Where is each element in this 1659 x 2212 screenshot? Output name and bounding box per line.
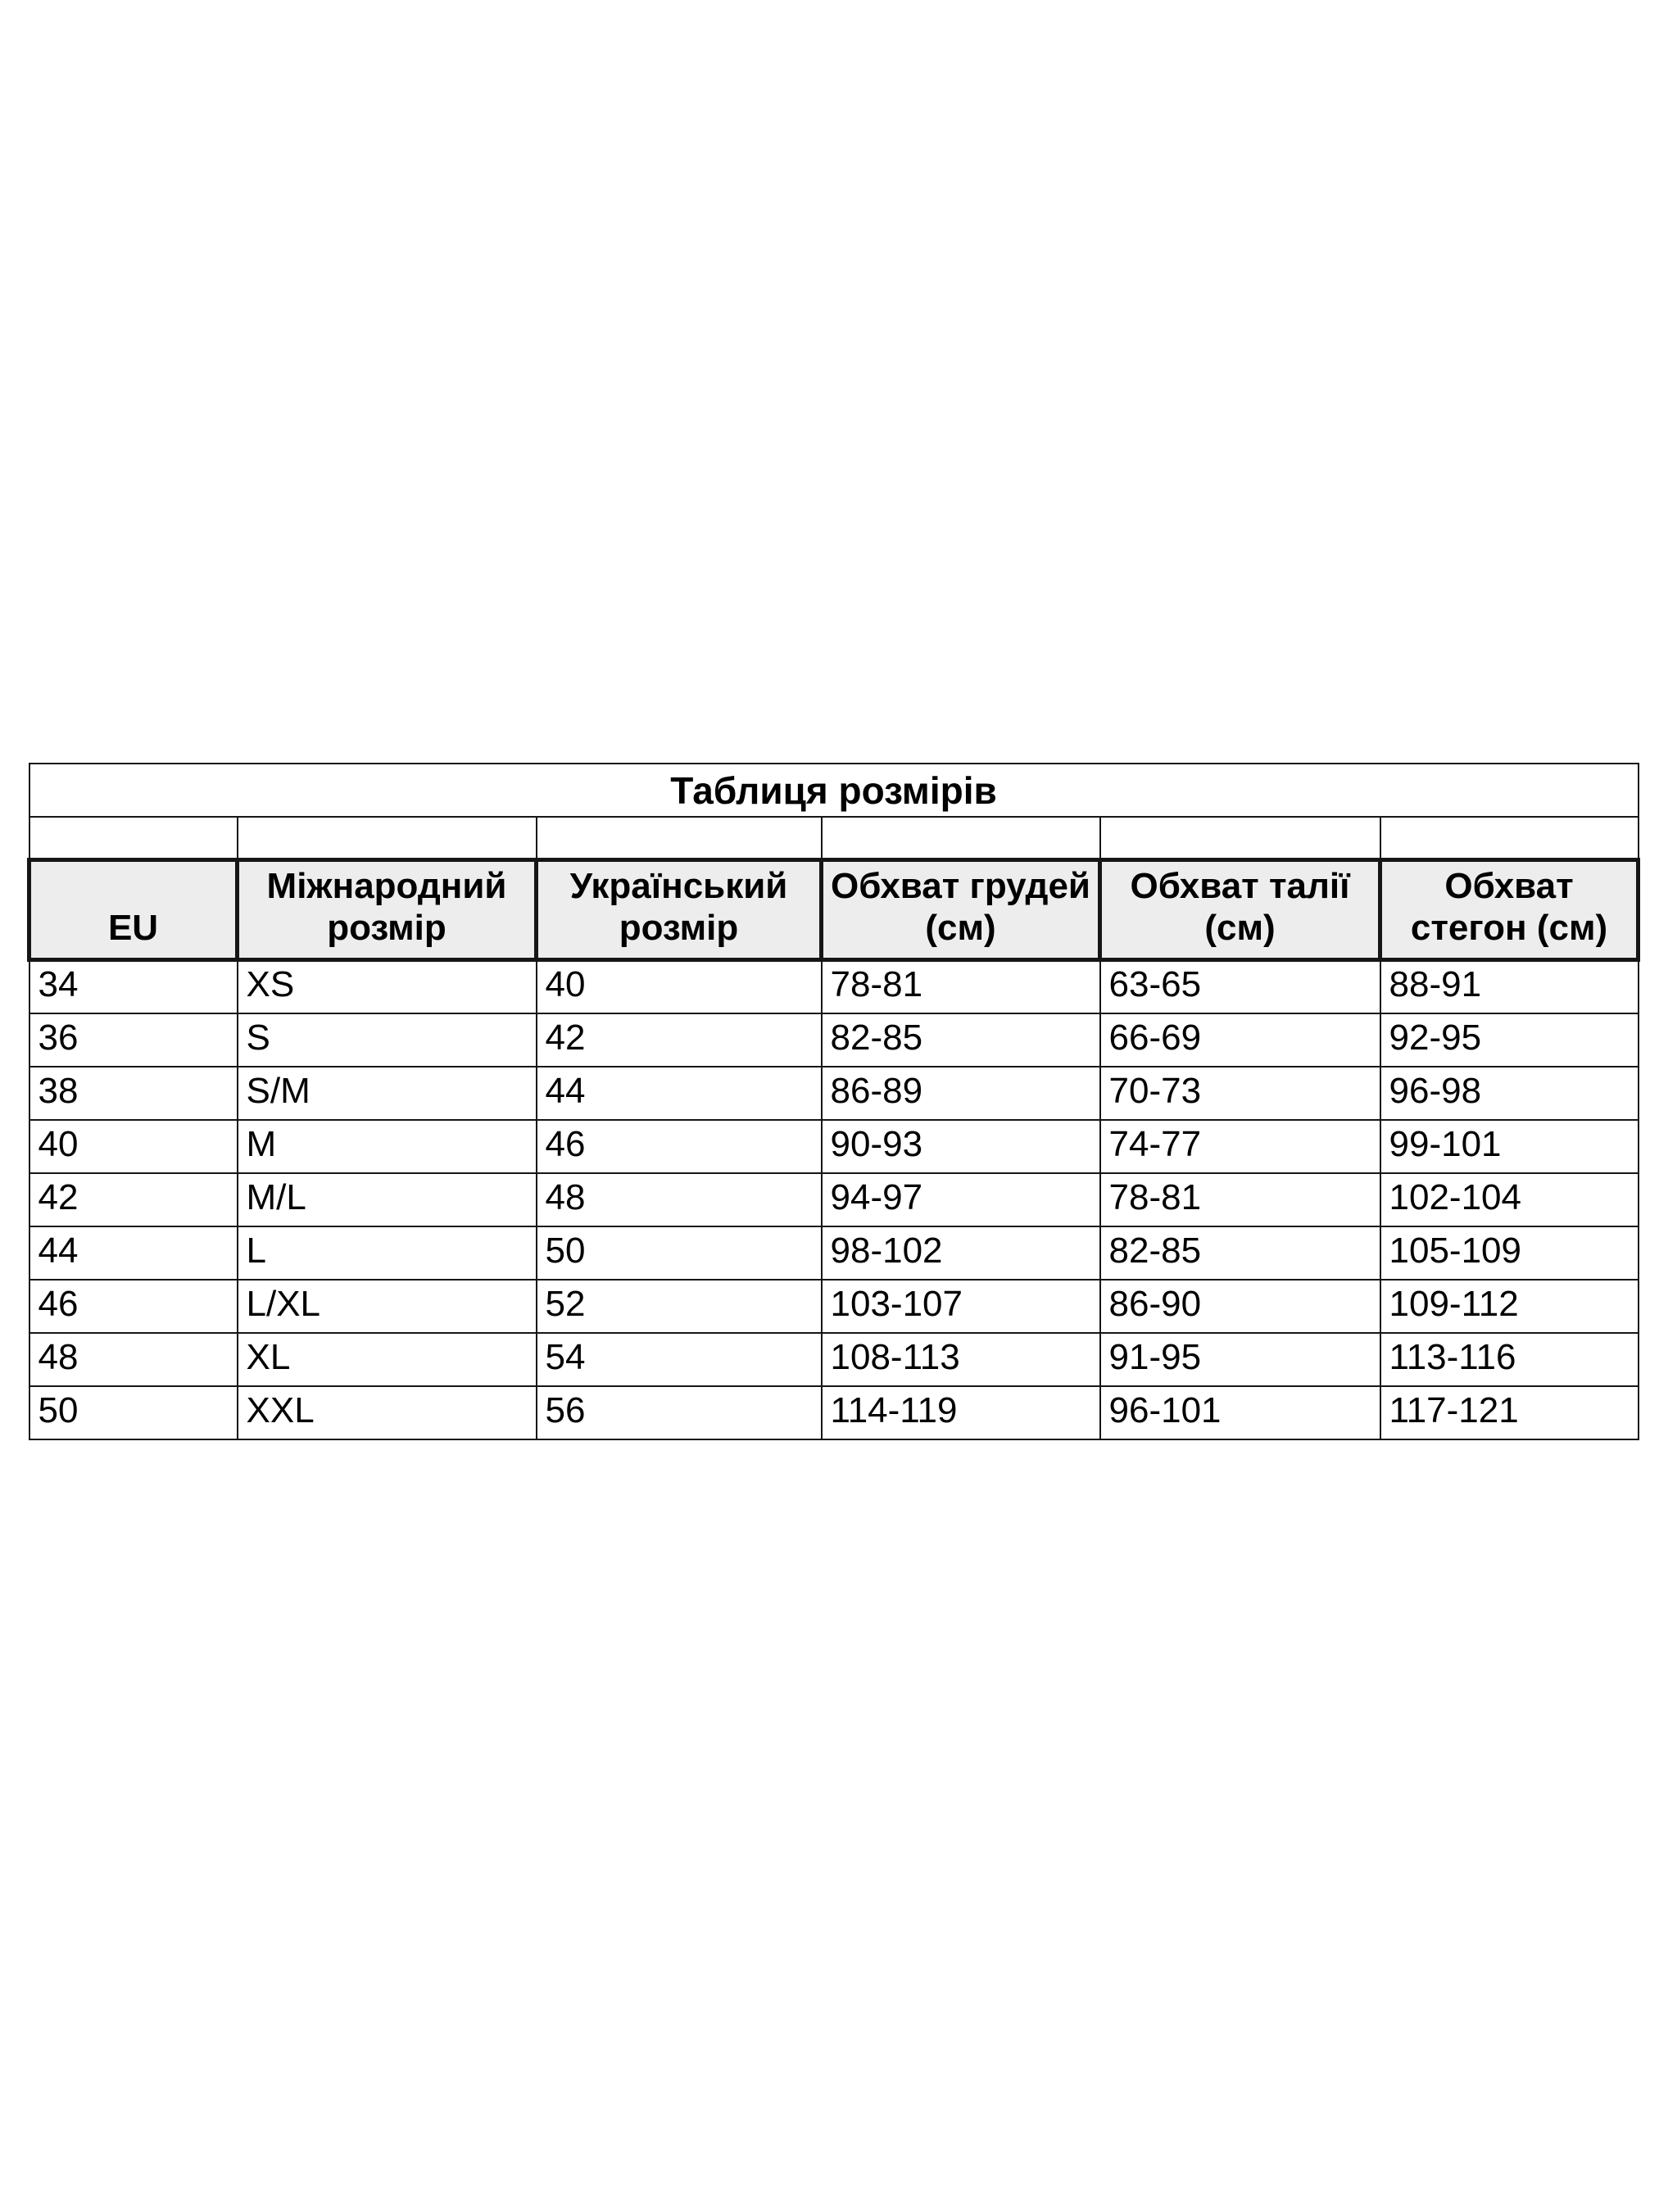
table-title-row — [29, 764, 1639, 817]
table-cell: 63-65 — [1100, 960, 1380, 1013]
table-cell: 105-109 — [1380, 1226, 1639, 1280]
size-chart-table — [27, 763, 1640, 1440]
table-row — [29, 1226, 1639, 1280]
table-cell: 40 — [537, 960, 822, 1013]
table-cell: 96-101 — [1100, 1386, 1380, 1439]
table-cell: 46 — [29, 1280, 238, 1333]
spacer-cell — [822, 817, 1100, 859]
table-cell: XL — [238, 1333, 537, 1386]
table-cell: 86-90 — [1100, 1280, 1380, 1333]
table-cell: M — [238, 1120, 537, 1173]
table-cell: 103-107 — [822, 1280, 1100, 1333]
table-cell: XXL — [238, 1386, 537, 1439]
table-cell: 74-77 — [1100, 1120, 1380, 1173]
table-cell: 98-102 — [822, 1226, 1100, 1280]
table-cell: 40 — [29, 1120, 238, 1173]
table-cell: 46 — [537, 1120, 822, 1173]
table-cell: 78-81 — [822, 960, 1100, 1013]
table-cell: 82-85 — [822, 1013, 1100, 1067]
table-cell: 48 — [537, 1173, 822, 1226]
table-row — [29, 1120, 1639, 1173]
table-cell: 102-104 — [1380, 1173, 1639, 1226]
table-cell: M/L — [238, 1173, 537, 1226]
column-header-eu: EU — [29, 859, 238, 960]
table-cell: S — [238, 1013, 537, 1067]
spacer-cell — [29, 817, 238, 859]
table-cell: 42 — [537, 1013, 822, 1067]
column-header-chest: Обхват грудей (см) — [822, 859, 1100, 960]
table-title: Таблиця розмірів — [29, 764, 1639, 817]
column-header-international-size: Міжнародний розмір — [238, 859, 537, 960]
table-cell: 90-93 — [822, 1120, 1100, 1173]
table-cell: 82-85 — [1100, 1226, 1380, 1280]
header-row — [29, 859, 1639, 960]
table-row — [29, 1333, 1639, 1386]
table-row — [29, 960, 1639, 1013]
table-row — [29, 1067, 1639, 1120]
table-row — [29, 1013, 1639, 1067]
spacer-cell — [537, 817, 822, 859]
table-cell: XS — [238, 960, 537, 1013]
spacer-cell — [1380, 817, 1639, 859]
table-row — [29, 1280, 1639, 1333]
spacer-row — [29, 817, 1639, 859]
table-cell: 96-98 — [1380, 1067, 1639, 1120]
column-header-waist: Обхват талії (см) — [1100, 859, 1380, 960]
table-cell: 50 — [29, 1386, 238, 1439]
table-cell: 113-116 — [1380, 1333, 1639, 1386]
column-header-hips: Обхват стегон (см) — [1380, 859, 1639, 960]
table-cell: 44 — [537, 1067, 822, 1120]
column-header-ukrainian-size: Український розмір — [537, 859, 822, 960]
table-row — [29, 1386, 1639, 1439]
table-cell: 34 — [29, 960, 238, 1013]
spacer-cell — [1100, 817, 1380, 859]
table-cell: 78-81 — [1100, 1173, 1380, 1226]
table-row — [29, 1173, 1639, 1226]
table-cell: 99-101 — [1380, 1120, 1639, 1173]
table-cell: 114-119 — [822, 1386, 1100, 1439]
size-rows — [29, 960, 1639, 1439]
spacer-cell — [238, 817, 537, 859]
table-cell: 38 — [29, 1067, 238, 1120]
table-cell: 108-113 — [822, 1333, 1100, 1386]
table-cell: 86-89 — [822, 1067, 1100, 1120]
table-cell: 54 — [537, 1333, 822, 1386]
table-cell: 88-91 — [1380, 960, 1639, 1013]
table-cell: 92-95 — [1380, 1013, 1639, 1067]
table-cell: 52 — [537, 1280, 822, 1333]
table-cell: 36 — [29, 1013, 238, 1067]
table-cell: 50 — [537, 1226, 822, 1280]
table-cell: 94-97 — [822, 1173, 1100, 1226]
table-cell: 70-73 — [1100, 1067, 1380, 1120]
table-cell: 44 — [29, 1226, 238, 1280]
table-cell: 117-121 — [1380, 1386, 1639, 1439]
table-cell: 109-112 — [1380, 1280, 1639, 1333]
table-cell: 42 — [29, 1173, 238, 1226]
table-cell: 91-95 — [1100, 1333, 1380, 1386]
table-cell: 56 — [537, 1386, 822, 1439]
table-cell: 48 — [29, 1333, 238, 1386]
table-cell: S/M — [238, 1067, 537, 1120]
table-cell: L/XL — [238, 1280, 537, 1333]
table-cell: 66-69 — [1100, 1013, 1380, 1067]
table-cell: L — [238, 1226, 537, 1280]
